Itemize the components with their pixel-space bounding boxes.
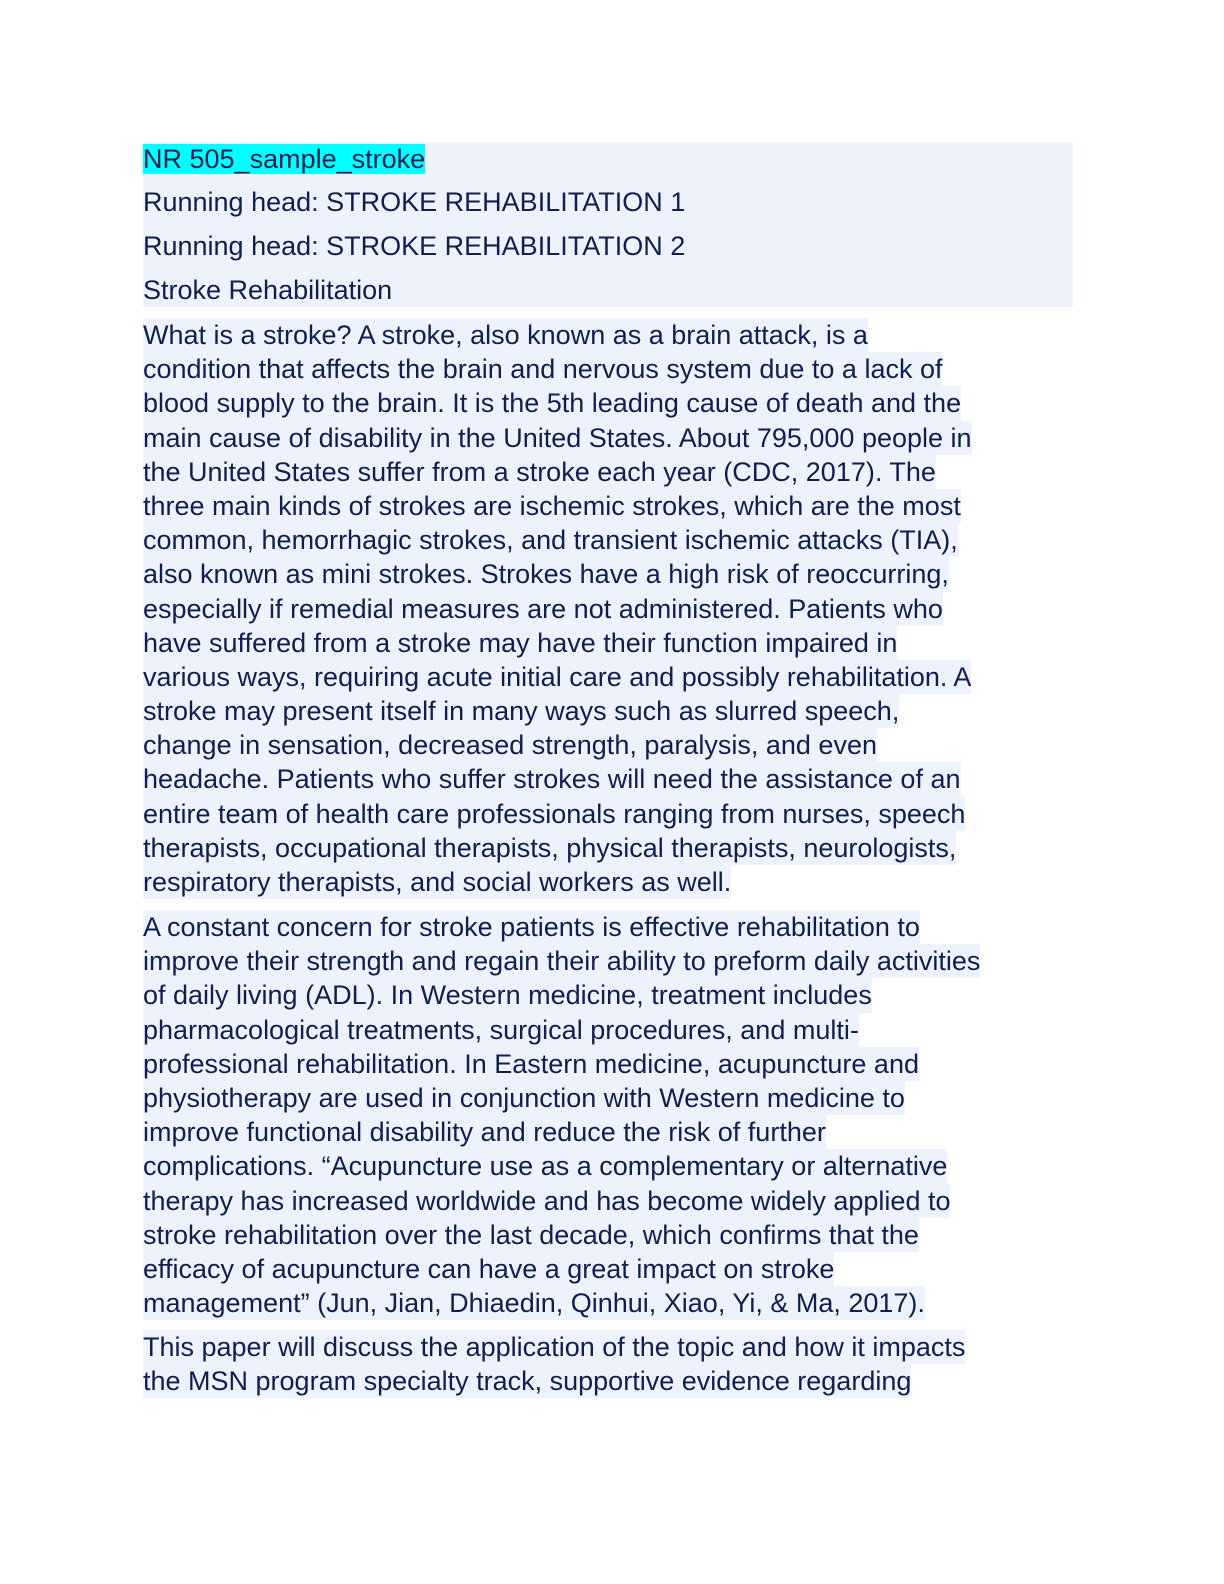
line-text: blood supply to the brain. It is the 5th leading cause of death and the [143,386,961,420]
line-text: main cause of disability in the United States. About 795,000 people in [143,421,972,455]
line-text: also known as mini strokes. Strokes have a high risk of reoccurring, [143,557,949,591]
running-head-2: Running head: STROKE REHABILITATION 2 [143,231,686,261]
text-line [143,557,972,591]
text-line [143,1047,980,1081]
text-line [143,1149,980,1183]
text-line [143,865,972,899]
text-line [143,455,972,489]
text-line [143,592,972,626]
text-line [143,910,980,944]
line-text: complications. “Acupuncture use as a complementary or alternative [143,1149,947,1183]
line-text: have suffered from a stroke may have their function impaired in [143,626,897,660]
line-text: professional rehabilitation. In Eastern medicine, acupuncture and [143,1047,919,1081]
line-text: stroke may present itself in many ways such as slurred speech, [143,694,899,728]
line-text: efficacy of acupuncture can have a great impact on stroke [143,1252,834,1286]
line-text: management” (Jun, Jian, Dhiaedin, Qinhui, Xiao, Yi, & Ma, 2017). [143,1286,925,1320]
line-text: pharmacological treatments, surgical procedures, and multi- [143,1013,859,1047]
title-highlight: NR 505_sample_stroke [143,144,426,174]
text-line [143,421,972,455]
text-line [143,1330,965,1364]
text-line [143,1286,980,1320]
text-line [143,352,972,386]
line-text: the MSN program specialty track, supportive evidence regarding [143,1364,911,1398]
line-text: improve functional disability and reduce the risk of further [143,1115,826,1149]
line-text: respiratory therapists, and social workers as well. [143,865,731,899]
running-head-1: Running head: STROKE REHABILITATION 1 [143,187,686,217]
line-text: entire team of health care professionals ranging from nurses, speech [143,797,965,831]
text-line [143,797,972,831]
text-line [143,831,972,865]
header-block [143,142,1073,307]
line-text: therapists, occupational therapists, physical therapists, neurologists, [143,831,956,865]
paragraph-1 [143,318,972,899]
text-line [143,626,972,660]
text-line [143,978,980,1012]
text-line [143,1013,980,1047]
line-text: therapy has increased worldwide and has become widely applied to [143,1184,950,1218]
text-line [143,694,972,728]
text-line [143,944,980,978]
line-text: improve their strength and regain their ability to preform daily activities [143,944,980,978]
line-text: headache. Patients who suffer strokes will need the assistance of an [143,762,961,796]
line-text: three main kinds of strokes are ischemic strokes, which are the most [143,489,961,523]
document-title [143,143,425,175]
line-text: This paper will discuss the application of the topic and how it impacts [143,1330,965,1364]
text-line [143,1252,980,1286]
text-line [143,1218,980,1252]
paragraph-2 [143,910,980,1320]
heading: Stroke Rehabilitation [143,275,393,305]
paragraph-3 [143,1330,965,1398]
text-line [143,386,972,420]
text-line [143,1364,965,1398]
line-text: physiotherapy are used in conjunction with Western medicine to [143,1081,905,1115]
line-text: of daily living (ADL). In Western medicine, treatment includes [143,978,872,1012]
text-line [143,728,972,762]
text-line [143,318,972,352]
line-text: change in sensation, decreased strength, paralysis, and even [143,728,877,762]
line-text: What is a stroke? A stroke, also known as a brain attack, is a [143,318,868,352]
text-line [143,1115,980,1149]
text-line [143,660,972,694]
text-line [143,762,972,796]
text-line [143,489,972,523]
text-line [143,1081,980,1115]
text-line [143,523,972,557]
line-text: A constant concern for stroke patients is effective rehabilitation to [143,910,920,944]
line-text: especially if remedial measures are not administered. Patients who [143,592,943,626]
text-line [143,1184,980,1218]
line-text: common, hemorrhagic strokes, and transient ischemic attacks (TIA), [143,523,958,557]
line-text: various ways, requiring acute initial care and possibly rehabilitation. A [143,660,971,694]
line-text: condition that affects the brain and nervous system due to a lack of [143,352,942,386]
line-text: the United States suffer from a stroke each year (CDC, 2017). The [143,455,936,489]
line-text: stroke rehabilitation over the last decade, which confirms that the [143,1218,919,1252]
